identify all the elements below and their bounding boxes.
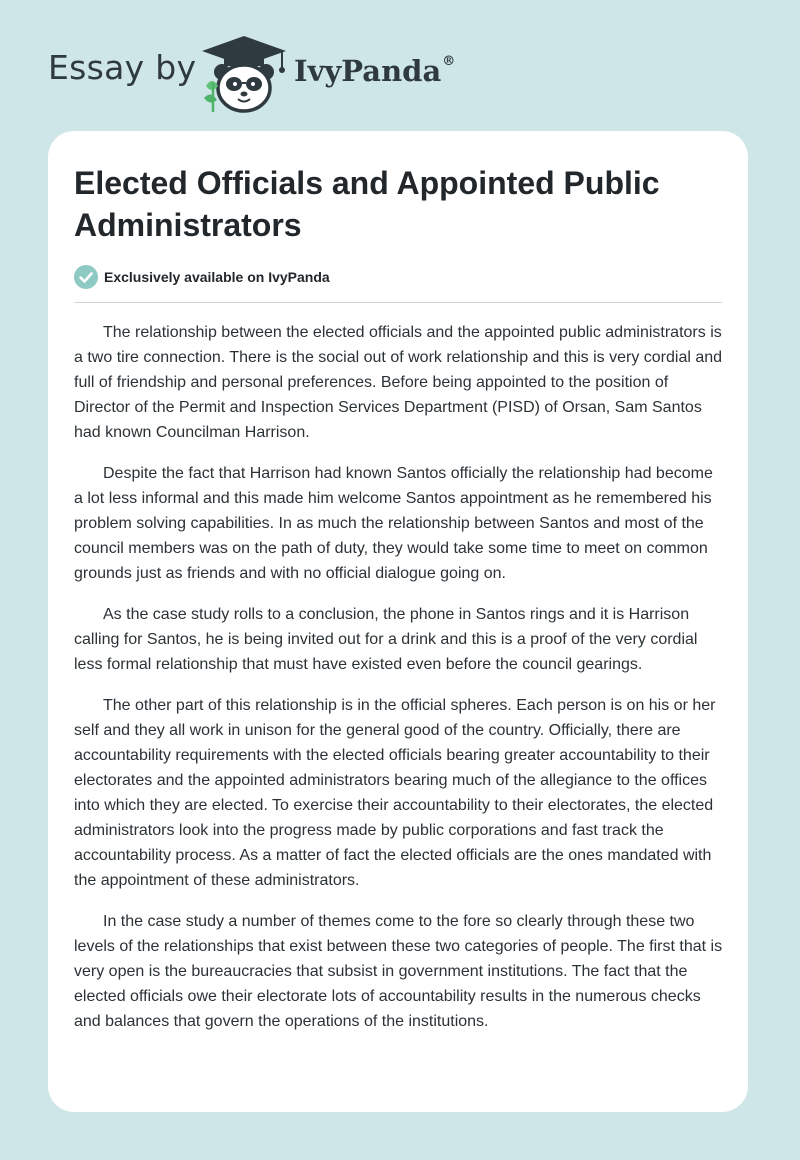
- title-divider: [74, 302, 722, 303]
- paragraph: The other part of this relationship is in the official spheres. Each person is on his or her self and they all work in unison for the general good of the country. Officially, there are accountability requirements with the elected officials bearing greater accountability to their electorates and the appointed administrators bearing much of the allegiance to the offices into which they are elected. To exercise their accountability to their electorates, the elected administrators look into the progress made by public corporations and fast track the accountability process. As a matter of fact the elected officials are the ones mandated with the appointment of these administrators.: [74, 697, 716, 889]
- essay-card: [48, 131, 748, 1112]
- paragraph: The relationship between the elected officials and the appointed public administrators is a two tire connection. There is the social out of work relationship and this is very cordial and full of friendship and personal preferences. Before being appointed to the position of Director of the Permit and Inspection Services Department (PISD) of Orsan, Sam Santos had known Councilman Harrison.: [74, 324, 723, 441]
- paragraph: In the case study a number of themes come to the fore so clearly through these two levels of the relationships that exist between these two categories of people. The first that is very open is the bureaucracies that subsist in government institutions. The fact that the elected officials owe their electorate lots of accountability results in the numerous checks and balances that govern the operations of the institutions.: [74, 913, 723, 1030]
- paragraph: As the case study rolls to a conclusion, the phone in Santos rings and it is Harrison calling for Santos, he is being invited out for a drink and this is a proof of the very cordial less formal relationship that must have existed even before the council gearings.: [74, 606, 698, 673]
- essay-title: Elected Officials and Appointed Public Administrators: [74, 165, 660, 243]
- brand-name-text: IvyPanda: [294, 54, 442, 88]
- exclusive-badge: [74, 264, 330, 290]
- ivypanda-wordmark[interactable]: [294, 54, 455, 88]
- panda-logo-icon[interactable]: [200, 34, 288, 114]
- essay-body: [74, 320, 724, 1050]
- paragraph: Despite the fact that Harrison had known Santos officially the relationship had become a lot less informal and this made him welcome Santos appointment as he remembered his problem solving capabilities. In as much the relationship between Santos and most of the council members was on the path of duty, they would take some time to meet on common grounds just as friends and with no official dialogue going on.: [74, 465, 713, 582]
- essay-by-label: Essay by: [48, 48, 197, 87]
- brand-header: [48, 30, 508, 110]
- check-circle-icon: [74, 265, 98, 289]
- exclusive-label: Exclusively available on IvyPanda: [104, 269, 330, 285]
- registered-mark: ®: [442, 54, 456, 69]
